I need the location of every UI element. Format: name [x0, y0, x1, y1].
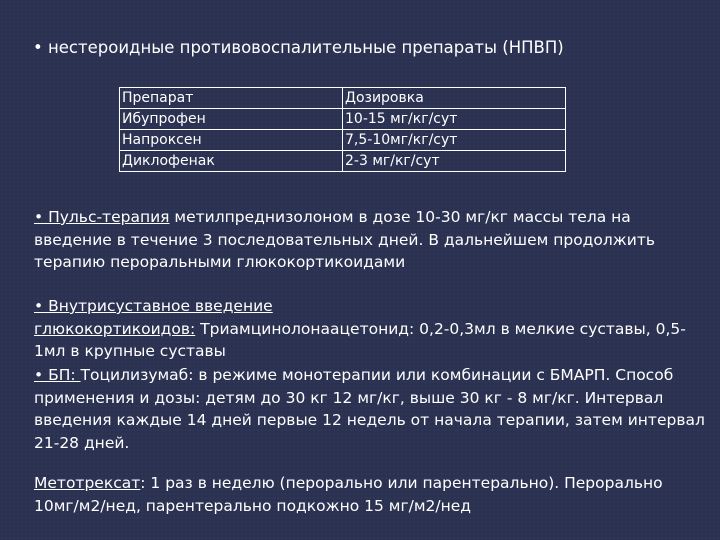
table-cell-drug: Напроксен [120, 130, 343, 151]
pulse-therapy-label: • Пульс-терапия [34, 208, 170, 226]
pulse-therapy-paragraph [34, 206, 706, 274]
biologic-paragraph [34, 364, 706, 454]
table-cell-dose: 2-3 мг/кг/сут [343, 151, 566, 172]
table-header-cell: Препарат [120, 88, 343, 109]
methotrexate-text: : 1 раз в неделю (перорально или парентерально). Перорально 10мг/м2/нед, парентерально подкожно 15 мг/м2/нед [34, 474, 663, 515]
intra-articular-label-line2: глюкокортикоидов: [34, 319, 196, 338]
methotrexate-label: Метотрексат [34, 474, 141, 492]
biologic-text: Тоцилизумаб: в режиме монотерапии или комбинации с БМАРП. Способ применения и дозы: детям до 30 кг 12 мг/кг, выше 30 кг - 8 мг/кг. Интервал введения каждые 14 дней первые 12 недель от начала терапии, затем интервал 21-28 дней. [34, 366, 705, 452]
table-cell-dose: 10-15 мг/кг/сут [343, 109, 566, 130]
biologic-label: • БП: [34, 366, 81, 384]
table-row [120, 151, 566, 172]
table-row [120, 109, 566, 130]
intra-articular-text: Триамцинолонаацетонид: 0,2-0,3мл в мелкие суставы, 0,5-1мл в крупные суставы [34, 319, 686, 360]
intra-articular-label-line1: • Внутрисуставное введение [34, 297, 273, 315]
table-header-row [120, 88, 566, 109]
table-row [120, 130, 566, 151]
slide-heading: • нестероидные противовоспалительные препараты (НПВП) [33, 38, 564, 57]
table-header-cell: Дозировка [343, 88, 566, 109]
intra-articular-paragraph [34, 295, 706, 363]
methotrexate-paragraph [34, 472, 706, 517]
table-cell-drug: Диклофенак [120, 151, 343, 172]
pulse-therapy-text: метилпреднизолоном в дозе 10-30 мг/кг массы тела на введение в течение 3 последовательных дней. В дальнейшем продолжить терапию пероральными глюкокортикоидами [34, 208, 655, 271]
dosage-table [119, 87, 566, 172]
table-cell-dose: 7,5-10мг/кг/сут [343, 130, 566, 151]
table-cell-drug: Ибупрофен [120, 109, 343, 130]
